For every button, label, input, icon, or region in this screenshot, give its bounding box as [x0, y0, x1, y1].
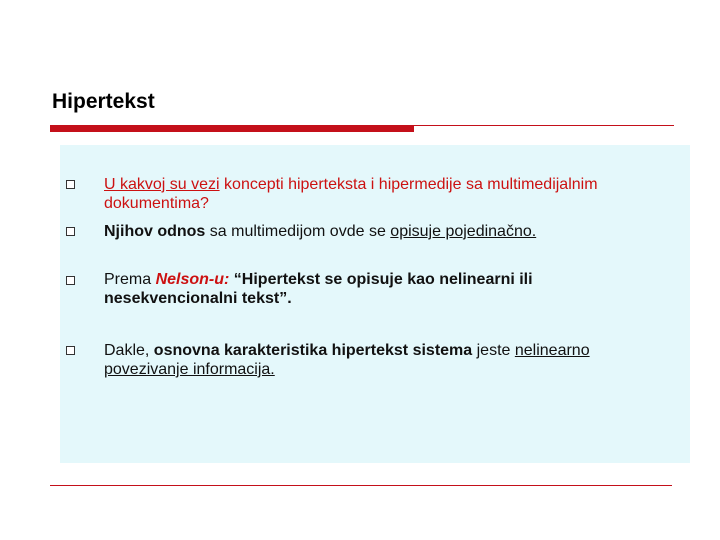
slide-title: Hipertekst	[52, 90, 155, 113]
item-lead: Prema	[104, 271, 156, 288]
title-underline-thin	[414, 125, 674, 126]
question-rest: koncepti hiperteksta i hipermedije sa multimedijalnim dokumentima?	[104, 176, 598, 212]
item-bold: Njihov odnos	[104, 223, 206, 240]
item-bold: osnovna karakteristika hipertekst sistema	[153, 342, 473, 359]
bullet-item-1	[104, 175, 664, 213]
footer-rule	[50, 485, 672, 486]
item-lead: Dakle,	[104, 342, 154, 359]
hollow-square-bullet-icon	[66, 346, 75, 355]
bullet-item-2	[104, 222, 664, 241]
title-underline-thick	[50, 125, 414, 132]
question-underlined: U kakvoj su vezi	[104, 176, 220, 193]
bullet-item-3	[104, 270, 664, 308]
item-quote: “Hipertekst se opisuje kao nelinearni ili nesekvencionalni tekst”.	[104, 271, 533, 307]
hollow-square-bullet-icon	[66, 276, 75, 285]
item-underlined: opisuje pojedinačno.	[390, 223, 537, 240]
hollow-square-bullet-icon	[66, 180, 75, 189]
item-author: Nelson-u:	[155, 271, 230, 288]
item-mid: jeste	[472, 342, 515, 359]
item-mid: sa multimedijom ovde se	[205, 223, 391, 240]
item-underlined: nelinearno povezivanje informacija.	[104, 342, 590, 378]
bullet-item-4	[104, 341, 664, 379]
hollow-square-bullet-icon	[66, 227, 75, 236]
